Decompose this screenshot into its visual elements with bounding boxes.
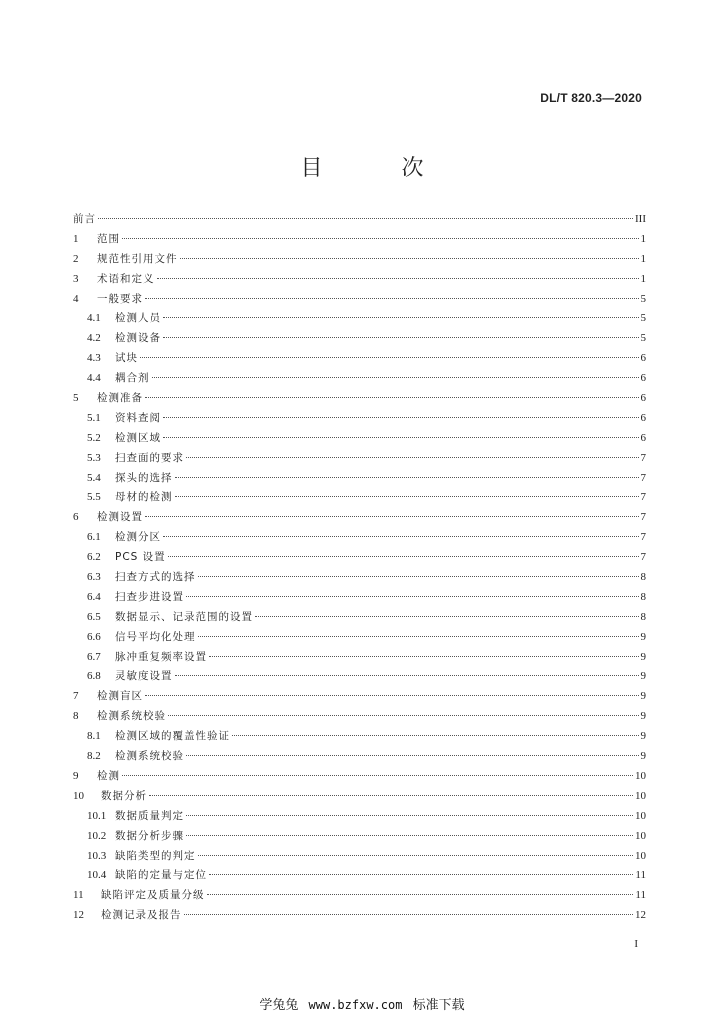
toc-leader-dots [140, 357, 639, 358]
toc-entry[interactable] [73, 409, 646, 429]
toc-entry-label: 资料查阅 [115, 411, 161, 424]
table-of-contents [73, 210, 646, 926]
toc-entry-page: 6 [640, 372, 646, 385]
toc-leader-dots [232, 735, 639, 736]
toc-leader-dots [145, 397, 639, 398]
toc-entry[interactable] [73, 727, 646, 747]
toc-entry-page: 5 [640, 292, 646, 305]
toc-entry-page: 1 [640, 252, 646, 265]
toc-entry-number: 8.1 [87, 730, 101, 743]
toc-entry-page: 9 [640, 650, 646, 663]
toc-entry-number: 6.6 [87, 630, 101, 643]
toc-entry-label: 检测设备 [115, 332, 161, 345]
toc-entry-label: 试块 [115, 352, 138, 365]
toc-entry[interactable] [73, 389, 646, 409]
toc-entry-page: 11 [635, 869, 646, 882]
toc-entry-label: 前言 [73, 213, 96, 225]
toc-entry-label: 检测人员 [115, 312, 161, 325]
toc-entry[interactable] [73, 807, 646, 827]
toc-entry[interactable] [73, 369, 646, 389]
toc-entry-page: 10 [635, 789, 646, 802]
toc-leader-dots [198, 636, 639, 637]
toc-entry-number: 8.2 [87, 750, 101, 763]
toc-entry-page: 11 [635, 889, 646, 902]
toc-entry-label: 数据分析 [101, 789, 147, 802]
toc-entry[interactable] [73, 548, 646, 568]
toc-entry-number: 10 [73, 789, 84, 802]
watermark-tagline: 标准下载 [412, 998, 465, 1013]
toc-entry-label: 检测系统校验 [115, 750, 184, 763]
toc-entry-page: III [635, 213, 646, 225]
toc-leader-dots [198, 576, 639, 577]
toc-entry-number: 5.2 [87, 431, 101, 444]
toc-entry-number: 1 [73, 232, 79, 245]
toc-leader-dots [145, 516, 639, 517]
toc-entry-number: 12 [73, 909, 84, 922]
toc-entry-number: 6.7 [87, 650, 101, 663]
toc-leader-dots [186, 835, 633, 836]
page-number: I [634, 938, 638, 950]
document-code: DL/T 820.3—2020 [540, 91, 642, 105]
toc-entry[interactable] [73, 230, 646, 250]
toc-entry-number: 5.1 [87, 411, 101, 424]
toc-entry-number: 6.4 [87, 590, 101, 603]
toc-entry-label: 检测记录及报告 [101, 909, 182, 922]
toc-entry[interactable] [73, 309, 646, 329]
toc-leader-dots [163, 417, 639, 418]
toc-entry-label: 缺陷的定量与定位 [115, 869, 207, 882]
toc-leader-dots [98, 218, 633, 219]
toc-entry-page: 7 [640, 471, 646, 484]
toc-entry-label: 数据显示、记录范围的设置 [115, 610, 253, 623]
toc-leader-dots [145, 298, 639, 299]
toc-leader-dots [152, 377, 639, 378]
toc-leader-dots [207, 894, 634, 895]
toc-entry[interactable] [73, 210, 646, 230]
watermark [0, 994, 724, 1013]
toc-leader-dots [157, 278, 639, 279]
toc-entry-number: 10.1 [87, 809, 107, 822]
toc-entry[interactable] [73, 767, 646, 787]
toc-leader-dots [180, 258, 639, 259]
toc-entry-label: 检测分区 [115, 531, 161, 544]
toc-leader-dots [184, 914, 634, 915]
toc-entry-label: 扫查方式的选择 [115, 571, 196, 584]
toc-leader-dots [209, 656, 639, 657]
toc-entry[interactable] [73, 628, 646, 648]
toc-entry[interactable] [73, 588, 646, 608]
toc-entry[interactable] [73, 906, 646, 926]
toc-entry-page: 7 [640, 511, 646, 524]
toc-leader-dots [186, 755, 639, 756]
toc-leader-dots [255, 616, 639, 617]
toc-entry-page: 10 [635, 829, 646, 842]
toc-entry[interactable] [73, 329, 646, 349]
toc-entry-page: 10 [635, 849, 646, 862]
toc-entry-page: 7 [640, 491, 646, 504]
toc-entry[interactable] [73, 608, 646, 628]
toc-entry-label: 数据分析步骤 [115, 829, 184, 842]
toc-entry-label: 脉冲重复频率设置 [115, 650, 207, 663]
toc-entry[interactable] [73, 270, 646, 290]
toc-leader-dots [149, 795, 633, 796]
toc-entry-label: 范围 [97, 232, 120, 245]
toc-entry-page: 9 [640, 730, 646, 743]
watermark-site-name: 学兔兔 [259, 998, 299, 1013]
toc-entry-number: 5.5 [87, 491, 101, 504]
toc-entry-label: 检测区域 [115, 431, 161, 444]
toc-entry-page: 8 [640, 610, 646, 623]
toc-entry-page: 9 [640, 750, 646, 763]
toc-entry[interactable] [73, 528, 646, 548]
toc-leader-dots [198, 855, 634, 856]
toc-entry-page: 10 [635, 809, 646, 822]
toc-leader-dots [163, 337, 639, 338]
toc-entry-number: 6.8 [87, 670, 101, 683]
toc-leader-dots [122, 238, 639, 239]
toc-entry-page: 7 [640, 451, 646, 464]
toc-entry-label: 母材的检测 [115, 491, 173, 504]
toc-entry-label: 耦合剂 [115, 372, 150, 385]
toc-entry-label: 检测盲区 [97, 690, 143, 703]
toc-entry[interactable] [73, 787, 646, 807]
toc-entry-page: 5 [640, 312, 646, 325]
toc-entry[interactable] [73, 250, 646, 270]
toc-entry-number: 5 [73, 392, 79, 405]
toc-entry-label: 检测 [97, 769, 120, 782]
toc-leader-dots [163, 437, 639, 438]
toc-entry-number: 5.3 [87, 451, 101, 464]
toc-leader-dots [163, 536, 639, 537]
toc-entry[interactable] [73, 488, 646, 508]
toc-entry-label: 术语和定义 [97, 272, 155, 285]
toc-entry[interactable] [73, 469, 646, 489]
toc-entry-number: 9 [73, 769, 79, 782]
toc-entry-label: 信号平均化处理 [115, 630, 196, 643]
toc-entry-number: 5.4 [87, 471, 101, 484]
toc-entry-page: 8 [640, 590, 646, 603]
toc-entry-number: 7 [73, 690, 79, 703]
toc-entry-label: 检测区域的覆盖性验证 [115, 730, 230, 743]
toc-entry-page: 8 [640, 571, 646, 584]
toc-leader-dots [186, 596, 639, 597]
toc-leader-dots [145, 695, 639, 696]
toc-entry-page: 7 [640, 531, 646, 544]
toc-entry-page: 9 [640, 670, 646, 683]
toc-entry[interactable] [73, 687, 646, 707]
toc-entry-page: 6 [640, 411, 646, 424]
toc-entry-label: 扫查步进设置 [115, 590, 184, 603]
page-title: 目 次 [300, 156, 460, 181]
toc-entry[interactable] [73, 349, 646, 369]
toc-entry-label: 一般要求 [97, 292, 143, 305]
watermark-url[interactable]: www.bzfxw.com [308, 998, 403, 1012]
toc-entry-label: 检测设置 [97, 511, 143, 524]
toc-leader-dots [186, 815, 633, 816]
toc-entry-number: 8 [73, 710, 79, 723]
toc-entry[interactable] [73, 568, 646, 588]
toc-entry-number: 10.2 [87, 829, 107, 842]
toc-entry[interactable] [73, 429, 646, 449]
toc-entry-page: 6 [640, 431, 646, 444]
toc-entry-number: 10.3 [87, 849, 107, 862]
toc-leader-dots [168, 715, 639, 716]
toc-leader-dots [175, 675, 639, 676]
toc-leader-dots [186, 457, 639, 458]
toc-entry[interactable] [73, 648, 646, 668]
toc-entry-page: 6 [640, 352, 646, 365]
toc-entry-number: 11 [73, 889, 84, 902]
toc-entry[interactable] [73, 508, 646, 528]
toc-entry[interactable] [73, 747, 646, 767]
toc-entry-label: 缺陷评定及质量分级 [101, 889, 205, 902]
toc-entry-number: 6.2 [87, 551, 101, 564]
toc-entry-page: 7 [640, 551, 646, 564]
toc-entry-number: 10.4 [87, 869, 107, 882]
toc-leader-dots [209, 874, 633, 875]
toc-entry-number: 4 [73, 292, 79, 305]
toc-entry[interactable] [73, 290, 646, 310]
toc-entry[interactable] [73, 449, 646, 469]
toc-entry-number: 2 [73, 252, 79, 265]
toc-leader-dots [168, 556, 639, 557]
toc-entry[interactable] [73, 886, 646, 906]
toc-leader-dots [175, 496, 639, 497]
toc-entry-label: 缺陷类型的判定 [115, 849, 196, 862]
toc-entry-page: 1 [640, 272, 646, 285]
toc-entry-number: 4.1 [87, 312, 101, 325]
toc-entry[interactable] [73, 667, 646, 687]
toc-entry-label: PCS 设置 [115, 551, 166, 564]
toc-entry-number: 4.2 [87, 332, 101, 345]
toc-entry-number: 4.3 [87, 352, 101, 365]
toc-entry-label: 规范性引用文件 [97, 252, 178, 265]
toc-leader-dots [122, 775, 633, 776]
toc-entry-page: 9 [640, 710, 646, 723]
toc-entry-label: 检测准备 [97, 392, 143, 405]
toc-entry-page: 1 [640, 232, 646, 245]
toc-entry-page: 6 [640, 392, 646, 405]
toc-entry-number: 6.5 [87, 610, 101, 623]
toc-entry-page: 9 [640, 630, 646, 643]
toc-entry-label: 灵敏度设置 [115, 670, 173, 683]
toc-entry-number: 6 [73, 511, 79, 524]
toc-entry-page: 5 [640, 332, 646, 345]
toc-entry-number: 6.3 [87, 571, 101, 584]
toc-leader-dots [175, 477, 639, 478]
toc-leader-dots [163, 317, 639, 318]
toc-entry-label: 扫查面的要求 [115, 451, 184, 464]
toc-entry[interactable] [73, 827, 646, 847]
toc-entry[interactable] [73, 847, 646, 867]
toc-entry-page: 10 [635, 769, 646, 782]
toc-entry-page: 9 [640, 690, 646, 703]
toc-entry-page: 12 [635, 909, 646, 922]
toc-entry[interactable] [73, 866, 646, 886]
toc-entry[interactable] [73, 707, 646, 727]
toc-entry-label: 检测系统校验 [97, 710, 166, 723]
toc-entry-number: 3 [73, 272, 79, 285]
toc-entry-label: 探头的选择 [115, 471, 173, 484]
toc-entry-number: 6.1 [87, 531, 101, 544]
toc-entry-label: 数据质量判定 [115, 809, 184, 822]
toc-entry-number: 4.4 [87, 372, 101, 385]
